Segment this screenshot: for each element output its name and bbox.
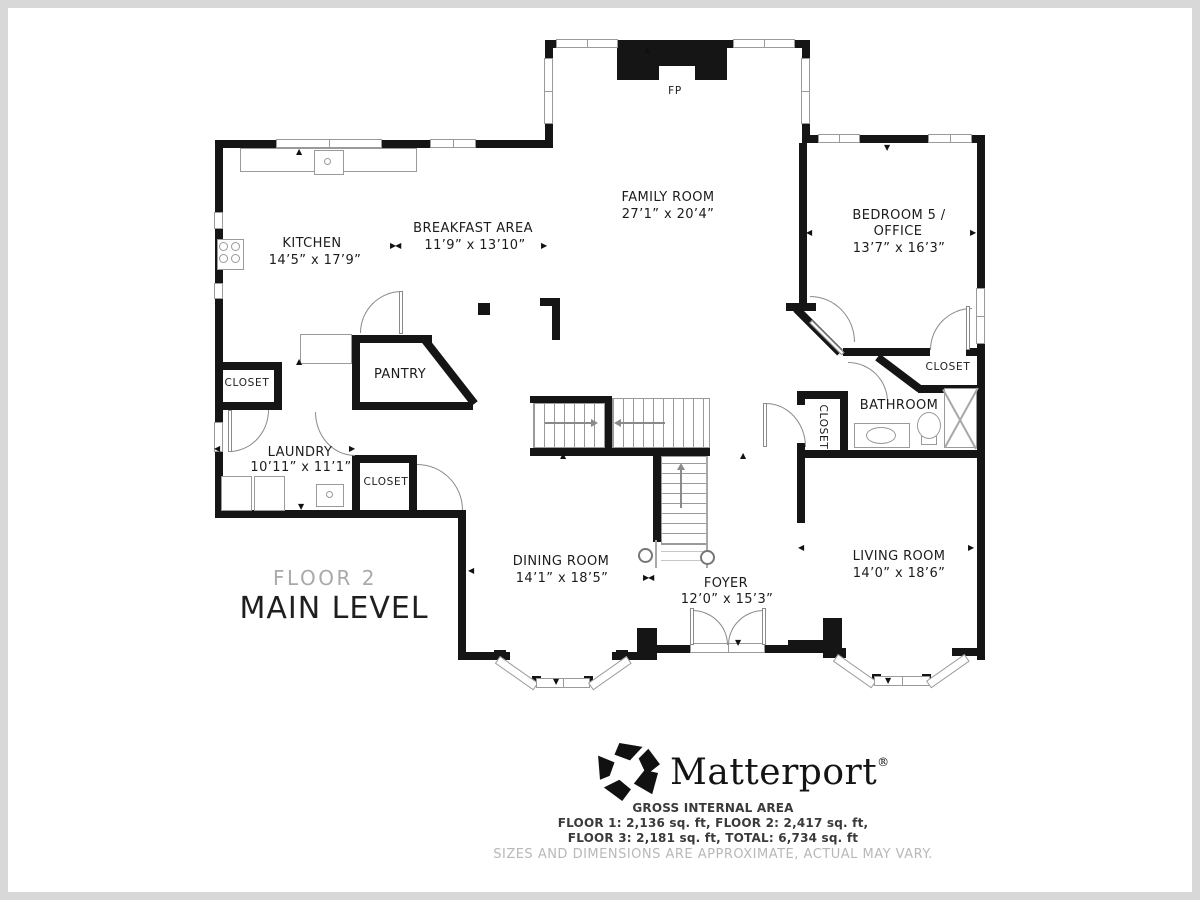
matterport-logo-icon [598,743,660,801]
wall [478,303,490,315]
closet-label-foyer: CLOSET [817,404,829,450]
stairs-arrow-icon [614,419,621,427]
door-leaf [228,410,232,452]
wall [657,645,692,653]
wall [420,335,478,406]
kitchen-island [300,334,352,364]
direction-marker-icon: ▲ [560,451,566,460]
wall [530,448,710,456]
area-disclaimer: SIZES AND DIMENSIONS ARE APPROXIMATE, ACTUAL MAY VARY. [493,847,933,862]
door-swing-arc [417,464,463,510]
door-swing-arc [728,610,764,645]
wall [840,391,848,458]
living-room-label: LIVING ROOM [852,549,946,564]
wall [637,628,657,660]
window [214,212,223,229]
dining-room-dims: 14’1” x 18’5” [515,571,609,586]
wall [788,640,823,648]
direction-marker-icon: ▲ [740,451,746,460]
direction-marker-icon: ▶ [970,228,976,237]
wall [215,362,282,370]
bathroom-label: BATHROOM [859,398,939,413]
window [536,678,590,688]
gross-area-title: GROSS INTERNAL AREA [632,801,794,815]
wall [843,348,930,356]
door-swing-arc [229,410,269,452]
window [928,134,972,143]
dining-room-label: DINING ROOM [512,554,610,569]
window [926,654,970,688]
window [556,39,618,48]
stairs-arrow-icon [677,463,685,470]
window [276,139,382,148]
door-swing-arc [360,291,402,333]
floor-number-label: FLOOR 2 [273,566,377,590]
wall [799,143,807,303]
kitchen-dims: 14’5” x 17’9” [268,253,362,268]
wall [215,140,553,148]
stairs-arrow-icon [621,422,665,424]
direction-marker-icon: ▶◀ [643,573,654,582]
breakfast-area-dims: 11’9” x 13’10” [424,238,526,253]
foyer-label: FOYER [703,576,749,591]
stair-volute-icon [638,548,653,563]
window [214,283,223,299]
direction-marker-icon: ▼ [884,143,890,152]
wall [977,135,985,660]
toilet [917,412,941,439]
family-room-dims: 27’1” x 20’4” [621,207,715,222]
pantry-label: PANTRY [373,367,427,382]
door-leaf [763,403,767,447]
closet-label-bedroom: CLOSET [925,361,971,373]
wall [215,140,223,518]
direction-marker-icon: ▶◀ [390,241,401,250]
direction-marker-icon: ▲ [296,147,302,156]
fireplace-label: FP [668,85,682,97]
wall [653,456,661,542]
window [733,39,795,48]
direction-marker-icon: ▼ [735,638,741,647]
wall [352,455,417,463]
breakfast-area-label: BREAKFAST AREA [413,221,533,236]
direction-marker-icon: ◀ [798,543,804,552]
wall [797,450,985,458]
burner-icon [219,242,228,251]
stairs-arrow-icon [545,422,591,424]
window [430,139,476,148]
door-swing-arc [810,296,855,342]
window [495,656,539,690]
wall [352,455,360,512]
door-swing-arc [848,362,888,402]
floor-name-label: MAIN LEVEL [239,591,429,626]
closet-label-kitchen: CLOSET [224,377,270,389]
direction-marker-icon: ▼ [298,502,304,511]
area-line-1: FLOOR 1: 2,136 sq. ft, FLOOR 2: 2,417 sq. ft, [557,816,869,830]
window [801,58,810,124]
bedroom5-dims: 13’7” x 16’3” [852,241,946,256]
vanity-basin [866,427,896,444]
direction-marker-icon: ▼ [553,677,559,686]
living-room-dims: 14’0” x 18’6” [852,566,946,581]
stair-rail [655,540,657,568]
kitchen-label: KITCHEN [282,236,342,251]
wall [797,391,805,405]
wall [797,455,805,523]
wall [215,402,282,410]
area-line-2: FLOOR 3: 2,181 sq. ft, TOTAL: 6,734 sq. ft [567,831,859,845]
door-leaf [399,291,403,334]
wall [458,510,466,658]
stairs-arrow-icon [591,419,598,427]
burner-icon [231,242,240,251]
window [833,654,877,688]
stair-volute-icon [700,550,715,565]
door-leaf [762,608,766,645]
wall [605,396,612,455]
burner-icon [219,254,228,263]
matterport-wordmark: Matterport® [670,751,890,793]
window [544,58,553,124]
registered-mark: ® [877,754,890,769]
door-leaf [690,608,694,645]
window [588,656,632,690]
family-room-label: FAMILY ROOM [621,190,715,205]
wall [409,455,417,512]
laundry-label: LAUNDRY [267,445,333,460]
bedroom5-label: BEDROOM 5 / [852,208,946,223]
direction-marker-icon: ▶ [541,241,547,250]
burner-icon [231,254,240,263]
door-swing-arc [766,403,806,447]
dryer [254,476,285,511]
fireplace-hearth [659,66,695,80]
wall [952,648,985,656]
direction-marker-icon: ◀ [806,228,812,237]
closet-label-laundry: CLOSET [363,476,409,488]
wall [530,396,612,403]
wall [352,402,473,410]
direction-marker-icon: ▲ [644,45,650,54]
stairs-arrow-icon [680,470,682,508]
window [976,288,985,344]
matterport-brand [598,743,890,801]
door-swing-arc [692,610,728,645]
direction-marker-icon: ▶ [349,444,355,453]
direction-marker-icon: ◀ [468,566,474,575]
window [818,134,860,143]
direction-marker-icon: ▼ [885,676,891,685]
area-summary [493,801,933,862]
direction-marker-icon: ◀ [214,444,220,453]
wall [352,335,360,410]
window [874,676,930,686]
sink-drain-icon [324,158,331,165]
laundry-dims: 10’11” x 11’1” [250,460,352,475]
direction-marker-icon: ▲ [296,357,302,366]
washer [221,476,252,511]
sink-drain-icon [326,491,333,498]
bedroom5-label-2: OFFICE [873,224,923,239]
door-leaf [966,306,970,350]
direction-marker-icon: ▶ [968,543,974,552]
wall [552,298,560,340]
foyer-dims: 12’0” x 15’3” [680,592,774,607]
wall [215,510,465,518]
